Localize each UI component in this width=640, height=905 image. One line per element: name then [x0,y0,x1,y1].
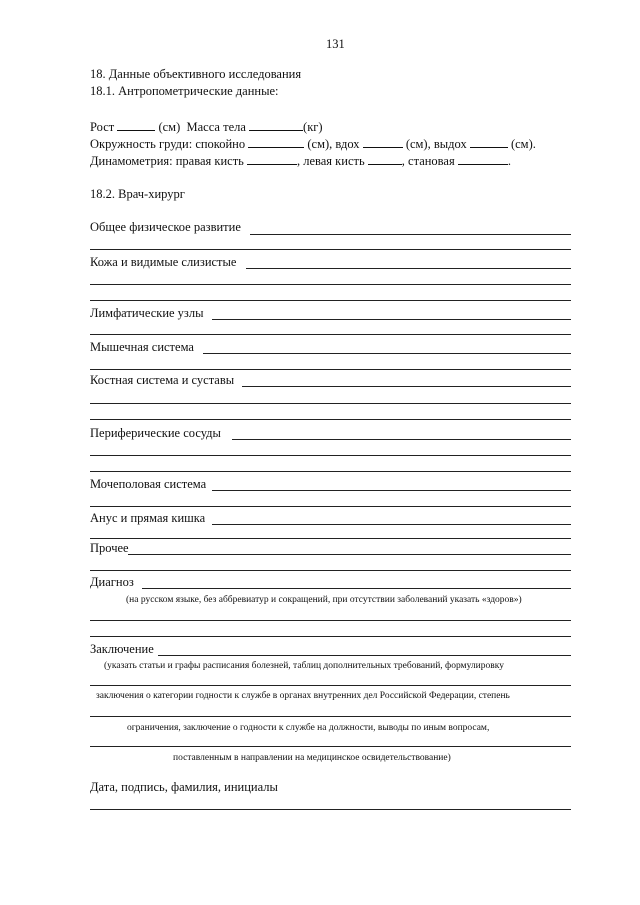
chest-label: Окружность груди: спокойно [90,137,246,151]
exhale-label: (см), выдох [405,137,467,151]
page-number: 131 [326,37,345,51]
weight-unit: (кг) [303,120,323,134]
section-title: 18. Данные объективного исследования [90,67,302,81]
conclusion-note-1: (указать статьи и графы расписания болезней, таблиц дополнительных требований, формулировку [104,661,504,671]
height-field[interactable] [117,119,155,131]
uro-label: Мочеполовая система [90,477,207,491]
chest-row [90,136,536,151]
diagnosis-label: Диагноз [90,575,134,589]
bone-field-2[interactable] [90,403,571,404]
dyn-stand-label: , становая [401,154,455,168]
inhale-label: (см), вдох [307,137,360,151]
weight-label: Масса тела [186,120,246,134]
conclusion-field-3[interactable] [90,716,571,717]
signature-label: Дата, подпись, фамилия, инициалы [90,780,278,794]
conclusion-note-2: заключения о категории годности к службе в органах внутренних дел Российской Федерации, степень [96,691,510,701]
lymph-label: Лимфатические узлы [90,306,204,320]
muscle-field-2[interactable] [90,369,571,370]
anus-label: Анус и прямая кишка [90,511,206,525]
dynamometry-row [90,153,511,168]
height-unit: (см) [158,120,181,134]
other-label: Прочее [90,541,129,555]
anus-field[interactable] [212,524,571,525]
conclusion-field[interactable] [158,655,571,656]
bone-label: Костная система и суставы [90,373,235,387]
signature-field[interactable] [90,809,571,810]
dyn-end-dot: . [507,154,511,168]
conclusion-field-4[interactable] [90,746,571,747]
vessels-field-3[interactable] [90,471,571,472]
bone-field-3[interactable] [90,419,571,420]
conclusion-field-2[interactable] [90,685,571,686]
muscle-label: Мышечная система [90,340,194,354]
surgeon-title: 18.2. Врач-хирург [90,187,185,201]
other-field[interactable] [128,554,571,555]
weight-field[interactable] [249,119,303,131]
lymph-field-2[interactable] [90,334,571,335]
chest-end-unit: (см). [510,137,536,151]
vessels-label: Периферические сосуды [90,426,221,440]
lymph-field[interactable] [212,319,571,320]
general-label: Общее физическое развитие [90,220,241,234]
conclusion-note-4: поставленным в направлении на медицинское освидетельствование) [173,753,451,763]
subsection-title: 18.1. Антропометрические данные: [90,84,279,98]
dyn-right-label: Динамометрия: правая кисть [90,154,244,168]
diagnosis-note: (на русском языке, без аббревиатур и сокращений, при отсутствии заболеваний указать «здоров») [126,595,522,605]
chest-inhale-field[interactable] [363,136,403,148]
height-label: Рост [90,120,115,134]
uro-field[interactable] [212,490,571,491]
dyn-right-field[interactable] [247,153,297,165]
skin-label: Кожа и видимые слизистые [90,255,237,269]
dyn-stand-field[interactable] [458,153,508,165]
chest-rest-field[interactable] [248,136,304,148]
skin-field[interactable] [246,268,571,269]
general-field[interactable] [250,234,571,235]
diagnosis-field-2[interactable] [90,620,571,621]
chest-exhale-field[interactable] [470,136,508,148]
skin-field-2[interactable] [90,284,571,285]
vessels-field[interactable] [232,439,571,440]
muscle-field[interactable] [203,353,571,354]
dyn-left-field[interactable] [368,153,402,165]
bone-field[interactable] [242,386,571,387]
vessels-field-2[interactable] [90,455,571,456]
uro-field-2[interactable] [90,506,571,507]
dyn-left-label: , левая кисть [296,154,365,168]
other-field-2[interactable] [90,570,571,571]
diagnosis-field-3[interactable] [90,636,571,637]
skin-field-3[interactable] [90,300,571,301]
diagnosis-field[interactable] [142,588,571,589]
anus-field-2[interactable] [90,538,571,539]
conclusion-note-3: ограничения, заключение о годности к службе на должности, выводы по иным вопросам, [127,723,490,733]
general-field-2[interactable] [90,249,571,250]
conclusion-label: Заключение [90,642,154,656]
height-row [90,119,323,134]
